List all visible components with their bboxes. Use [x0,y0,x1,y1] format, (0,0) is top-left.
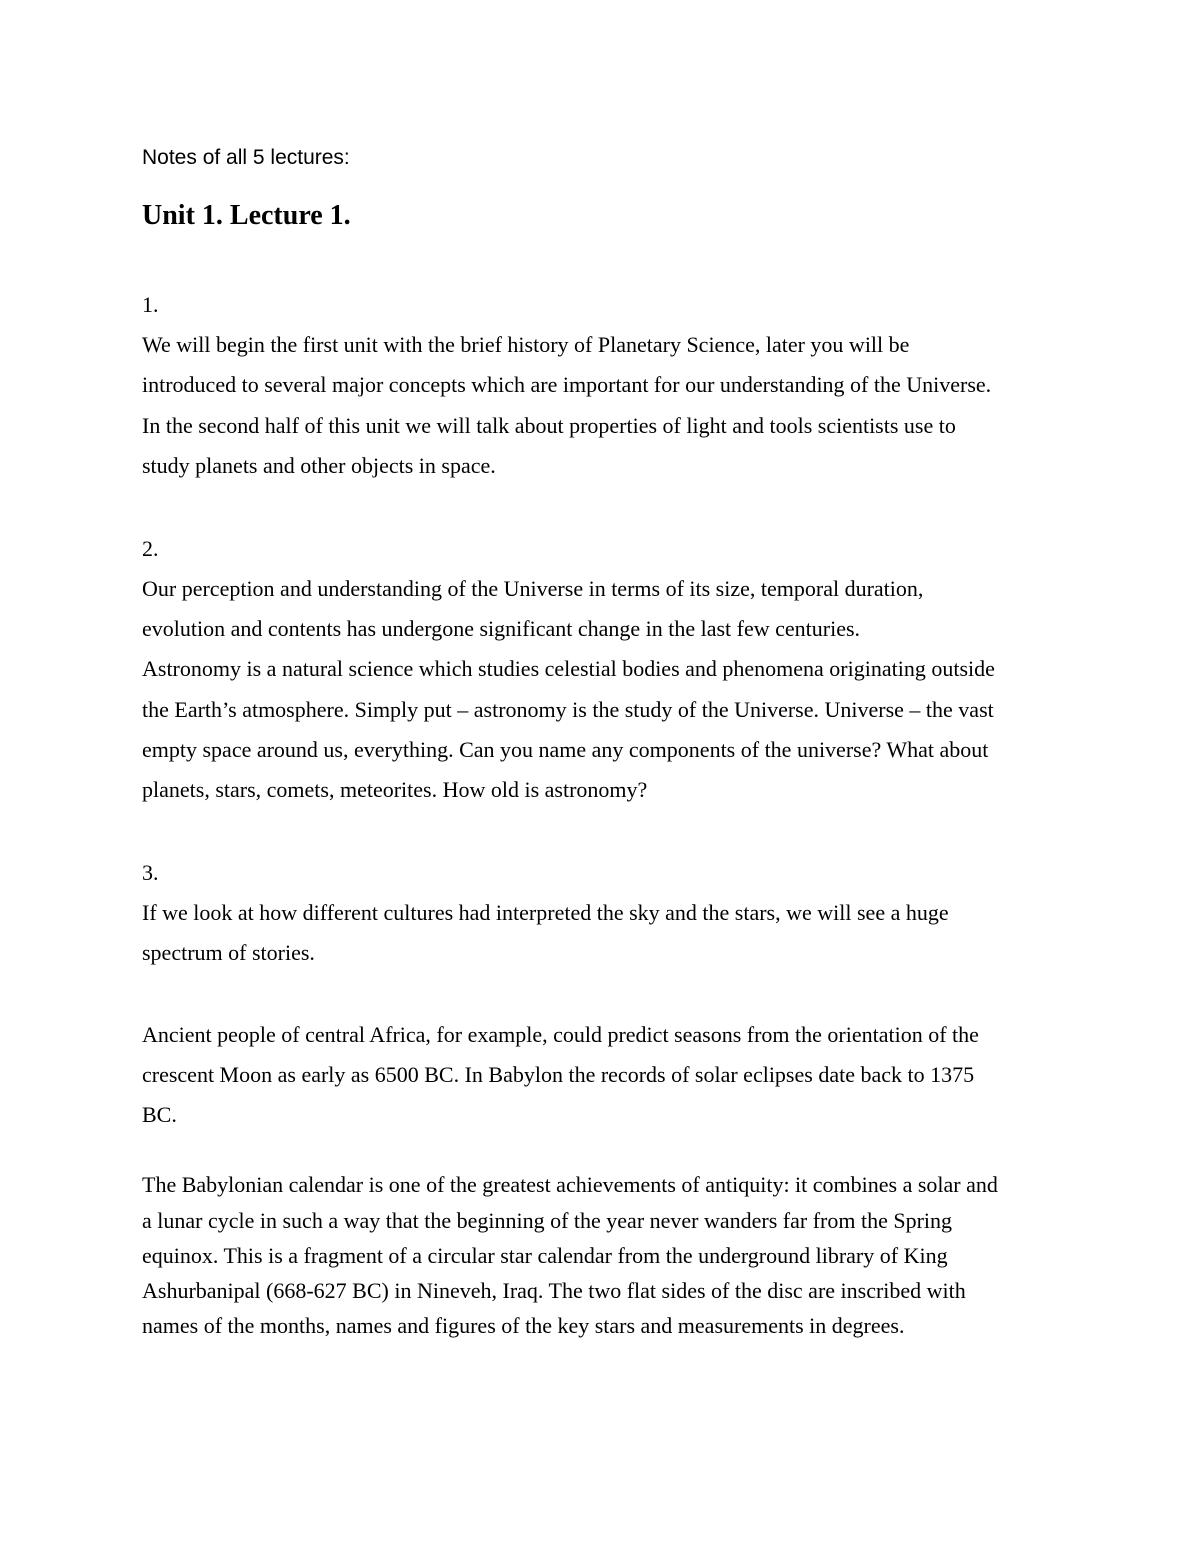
section-3-paragraph-2-line: a lunar cycle in such a way that the beginning of the year never wanders far from the Spring [142,1208,953,1233]
section-3-paragraph-2-line: equinox. This is a fragment of a circular star calendar from the underground library of King [142,1243,948,1268]
section-number-3: 3. [142,860,159,885]
section-3-line: spectrum of stories. [142,940,315,965]
section-number-1: 1. [142,292,159,317]
section-3-paragraph-1-line: Ancient people of central Africa, for example, could predict seasons from the orientation of the [142,1022,979,1047]
section-3-paragraph-2-line: Ashurbanipal (668-627 BC) in Nineveh, Iraq. The two flat sides of the disc are inscribed with [142,1278,966,1303]
section-3-paragraph-1-line: BC. [142,1102,177,1127]
section-2-line: empty space around us, everything. Can you name any components of the universe? What about [142,737,989,762]
section-1-line: In the second half of this unit we will talk about properties of light and tools scientists use to [142,413,956,438]
section-2-line: Our perception and understanding of the Universe in terms of its size, temporal duration, [142,576,924,601]
section-2-line: evolution and contents has undergone significant change in the last few centuries. [142,616,861,641]
section-1-line: We will begin the first unit with the brief history of Planetary Science, later you will be [142,332,910,357]
unit-title: Unit 1. Lecture 1. [142,200,351,231]
section-3-paragraph-2-line: names of the months, names and figures of the key stars and measurements in degrees. [142,1313,905,1338]
section-2-line: Astronomy is a natural science which studies celestial bodies and phenomena originating outside [142,656,995,681]
section-1-line: introduced to several major concepts which are important for our understanding of the Universe. [142,372,992,397]
section-3-line: If we look at how different cultures had interpreted the sky and the stars, we will see a huge [142,900,949,925]
section-2-line: planets, stars, comets, meteorites. How old is astronomy? [142,777,648,802]
section-3-paragraph-2-line: The Babylonian calendar is one of the greatest achievements of antiquity: it combines a solar and [142,1172,998,1197]
document-heading: Notes of all 5 lectures: [142,146,350,169]
section-3-paragraph-1-line: crescent Moon as early as 6500 BC. In Babylon the records of solar eclipses date back to 1375 [142,1062,975,1087]
section-1-line: study planets and other objects in space. [142,453,496,478]
section-number-2: 2. [142,536,159,561]
section-2-line: the Earth’s atmosphere. Simply put – astronomy is the study of the Universe. Universe – the vast [142,697,994,722]
